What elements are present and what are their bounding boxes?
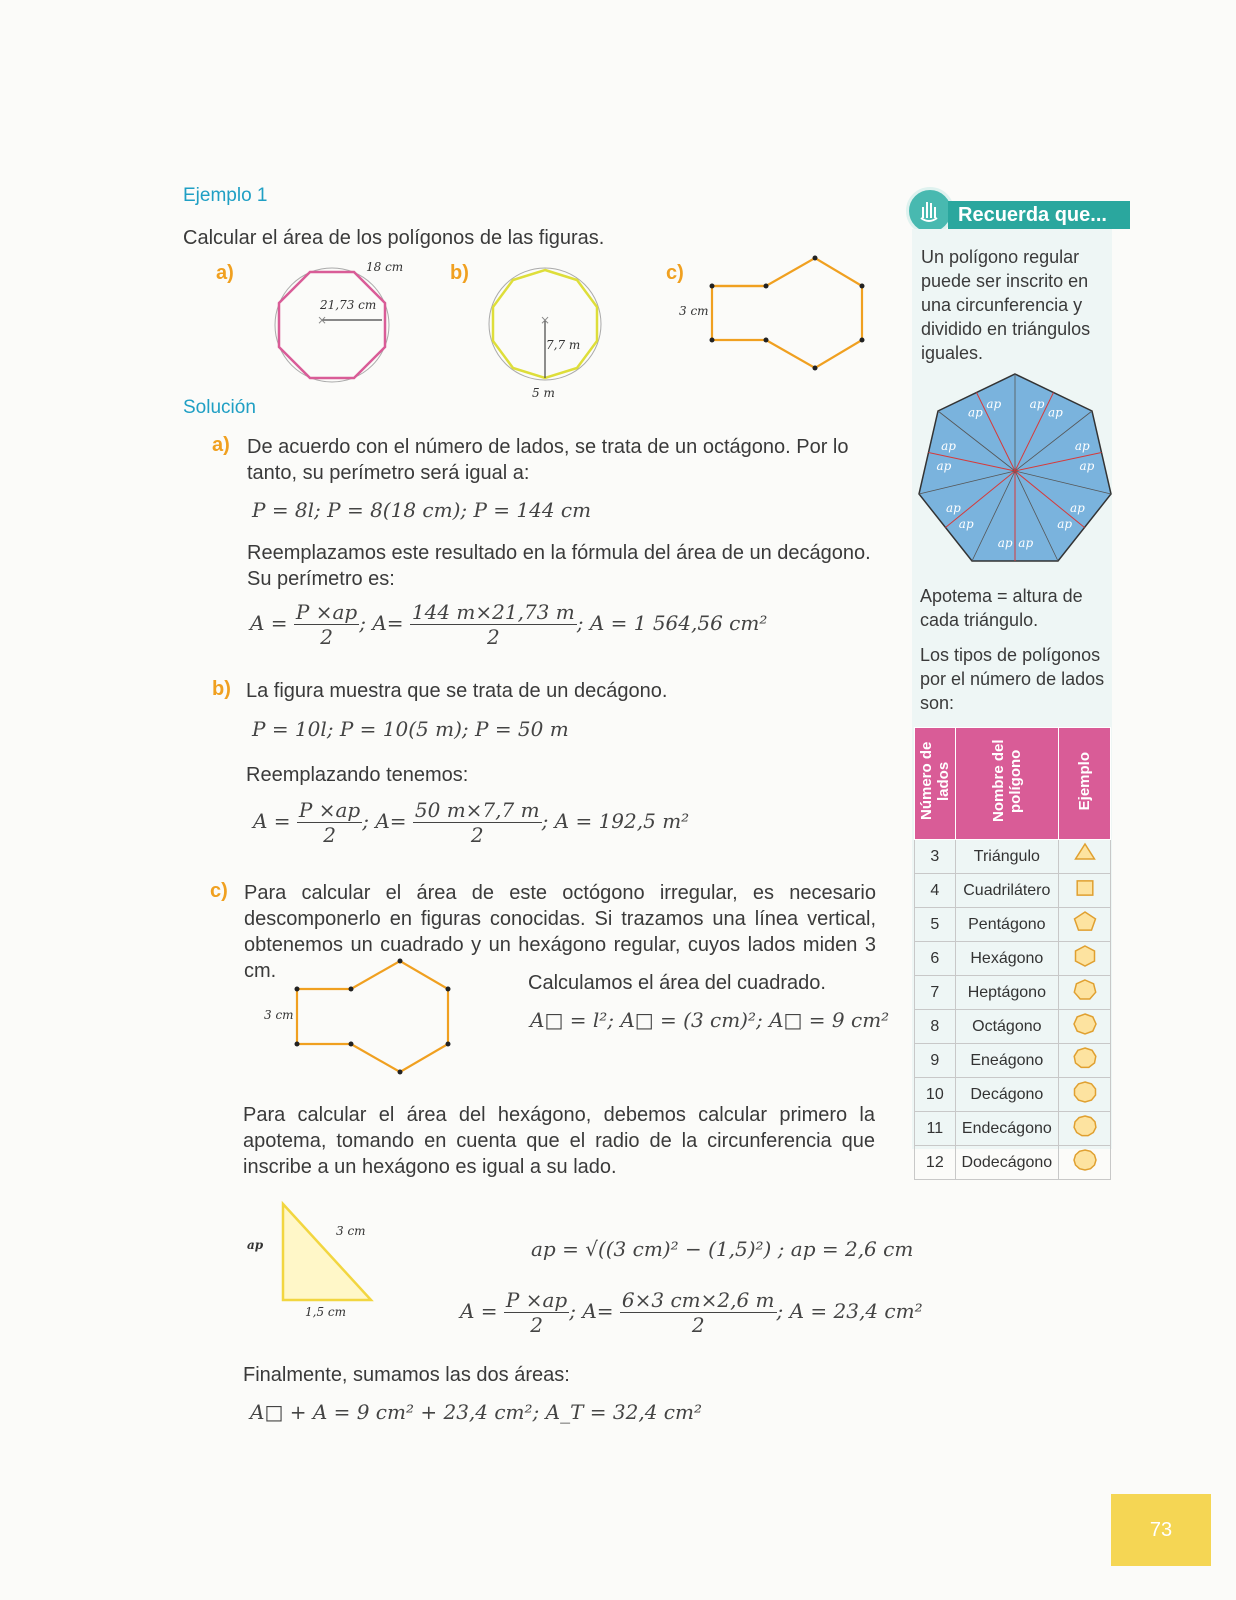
types-intro: Los tipos de polígonos por el número de lados son:	[920, 645, 1105, 713]
sol-a-letter: a)	[212, 434, 230, 456]
header-example: Ejemplo	[1059, 728, 1111, 840]
sol-c-square-formula: A□ = l²; A□ = (3 cm)²; A□ = 9 cm²	[530, 1008, 890, 1032]
table-row	[915, 1010, 1111, 1044]
example-cell	[1059, 1112, 1111, 1146]
example-cell	[1059, 874, 1111, 908]
sol-c-letter: c)	[210, 880, 228, 902]
sol-c-apothem-formula: ap = √((3 cm)² − (1,5)²) ; ap = 2,6 cm	[531, 1237, 914, 1261]
example-cell	[1059, 942, 1111, 976]
ap-label: ap	[958, 517, 974, 532]
sidebar-intro: Un polígono regular puede ser inscrito en una circunferencia y dividido en triángulos iguales.	[921, 247, 1091, 363]
name-cell: Heptágono	[955, 976, 1058, 1010]
polygon-example-icon	[1069, 841, 1101, 867]
sol-b-perimeter: P = 10l; P = 10(5 m); P = 50 m	[252, 717, 569, 741]
svg-text:×: ×	[317, 313, 328, 327]
table-row	[915, 1112, 1111, 1146]
table-row	[915, 874, 1111, 908]
ap-label: ap	[997, 536, 1013, 550]
polygon-example-icon	[1069, 1045, 1101, 1071]
name-cell: Cuadrilátero	[955, 874, 1058, 908]
polygon-example-icon	[1069, 875, 1101, 901]
name-cell: Octágono	[955, 1010, 1058, 1044]
sol-c-final-formula: A□ + A = 9 cm² + 23,4 cm²; A_T = 32,4 cm²	[250, 1400, 702, 1424]
fig-c-letter: c)	[666, 262, 684, 284]
sol-c-final-text: Finalmente, sumamos las dos áreas:	[243, 1364, 570, 1386]
fig-c-side: 3 cm	[679, 304, 709, 318]
header-sides: Número de lados	[915, 728, 956, 840]
example-title: Ejemplo 1	[183, 185, 268, 206]
ap-label: ap	[1070, 501, 1085, 516]
sol-b-letter: b)	[212, 678, 231, 700]
table-row	[915, 840, 1111, 874]
decomposed-figure	[285, 955, 465, 1080]
decagon-figure	[480, 258, 620, 388]
sides-cell: 11	[915, 1112, 956, 1146]
example-cell	[1059, 1010, 1111, 1044]
fig-a-apothem: 21,73 cm	[320, 298, 377, 312]
example-cell	[1059, 1078, 1111, 1112]
octagon-figure	[262, 258, 412, 393]
sides-cell: 12	[915, 1146, 956, 1180]
page-number: 73	[1111, 1494, 1211, 1566]
sol-a-perimeter: P = 8l; P = 8(18 cm); P = 144 cm	[252, 498, 592, 522]
sides-cell: 9	[915, 1044, 956, 1078]
hand-icon	[906, 187, 954, 235]
tri-hyp-label: 3 cm	[336, 1224, 366, 1238]
sides-cell: 3	[915, 840, 956, 874]
ap-label: ap	[941, 439, 956, 454]
solution-title: Solución	[183, 397, 256, 418]
table-row	[915, 1044, 1111, 1078]
sol-b-area: A = $\frac{P \times ap}{2}$ ; A= $\frac{50 m\times 7,7 m}{2}$ ; A = 192,5 m²	[253, 798, 690, 847]
polygon-example-icon	[1069, 909, 1101, 935]
polygon-example-icon	[1069, 943, 1101, 969]
polygon-types-table	[914, 727, 1111, 1180]
sides-cell: 6	[915, 942, 956, 976]
sol-b-text2: Reemplazando tenemos:	[246, 764, 469, 786]
ap-label: ap	[986, 396, 1002, 411]
sol-a-text: De acuerdo con el número de lados, se trata de un octágono. Por lo tanto, su perímetro será igual a:	[247, 436, 849, 484]
sol-c-text: Para calcular el área de este octógono irregular, es necesario descomponerlo en figuras conocidas. Si trazamos una línea vertical, obtenemos un cuadrado y un hexágono regular, cuyos lados miden 3 cm.	[244, 882, 876, 982]
name-cell: Eneágono	[955, 1044, 1058, 1078]
table-row	[915, 976, 1111, 1010]
name-cell: Hexágono	[955, 942, 1058, 976]
sides-cell: 5	[915, 908, 956, 942]
ap-label: ap	[968, 405, 983, 420]
sides-cell: 8	[915, 1010, 956, 1044]
polygon-example-icon	[1069, 1079, 1101, 1105]
ap-label: ap	[1079, 459, 1095, 474]
ap-label: ap	[1074, 439, 1090, 454]
ap-label: ap	[1057, 517, 1073, 532]
fig-a-letter: a)	[216, 262, 234, 284]
sol-a-area: A = $\frac{P \times ap}{2}$ ; A= $\frac{144 m\times 21,73 m}{2}$ ; A = 1 564,56 cm²	[250, 600, 768, 649]
name-cell: Endecágono	[955, 1112, 1058, 1146]
polygon-example-icon	[1069, 1113, 1101, 1139]
example-cell	[1059, 908, 1111, 942]
sol-c-hex-area: A = $\frac{P \times ap}{2}$ ; A= $\frac{6\times 3 cm\times 2,6 m}{2}$ ; A = 23,4 cm²	[460, 1288, 923, 1337]
example-cell	[1059, 1146, 1111, 1180]
apothem-definition: Apotema = altura de cada triángulo.	[920, 586, 1083, 630]
polygon-example-icon	[1069, 977, 1101, 1003]
name-cell: Pentágono	[955, 908, 1058, 942]
table-row	[915, 1146, 1111, 1180]
right-triangle-figure	[275, 1200, 385, 1310]
sol-c-fig-label: 3 cm	[264, 1008, 294, 1022]
ap-label: ap	[936, 459, 952, 474]
example-cell	[1059, 840, 1111, 874]
table-row	[915, 908, 1111, 942]
fig-b-letter: b)	[450, 262, 469, 284]
ap-label: ap	[1029, 396, 1045, 411]
sol-b-text: La figura muestra que se trata de un decágono.	[246, 680, 668, 702]
header-name: Nombre del polígono	[955, 728, 1058, 840]
sides-cell: 7	[915, 976, 956, 1010]
table-row	[915, 942, 1111, 976]
example-cell	[1059, 976, 1111, 1010]
table-row	[915, 1078, 1111, 1112]
svg-text:×: ×	[540, 313, 551, 327]
sides-cell: 4	[915, 874, 956, 908]
ap-label: ap	[946, 501, 961, 516]
name-cell: Triángulo	[955, 840, 1058, 874]
ap-label: ap	[1048, 405, 1063, 420]
example-cell	[1059, 1044, 1111, 1078]
sol-a-text2: Reemplazamos este resultado en la fórmula del área de un decágono. Su perímetro es:	[247, 542, 871, 590]
example-prompt: Calcular el área de los polígonos de las figuras.	[183, 227, 605, 249]
fig-b-apothem: 7,7 m	[546, 338, 581, 352]
fig-a-side: 18 cm	[366, 260, 404, 274]
name-cell: Dodecágono	[955, 1146, 1058, 1180]
ap-label: ap	[1018, 536, 1034, 550]
name-cell: Decágono	[955, 1078, 1058, 1112]
heptagon-apothem-figure	[916, 372, 1114, 572]
polygon-example-icon	[1069, 1147, 1101, 1173]
sol-c-hex-text: Para calcular el área del hexágono, debemos calcular primero la apotema, tomando en cuenta que el radio de la circunferencia que inscribe a un hexágono es igual a su lado.	[243, 1104, 875, 1178]
fig-b-side: 5 m	[532, 386, 555, 400]
polygon-example-icon	[1069, 1011, 1101, 1037]
sidebar-title: Recuerda que...	[948, 201, 1130, 229]
sol-c-square-text: Calculamos el área del cuadrado.	[528, 972, 826, 994]
tri-ap-label: ap	[247, 1238, 264, 1252]
irregular-octagon-figure	[700, 250, 880, 380]
sides-cell: 10	[915, 1078, 956, 1112]
tri-base-label: 1,5 cm	[305, 1305, 346, 1319]
